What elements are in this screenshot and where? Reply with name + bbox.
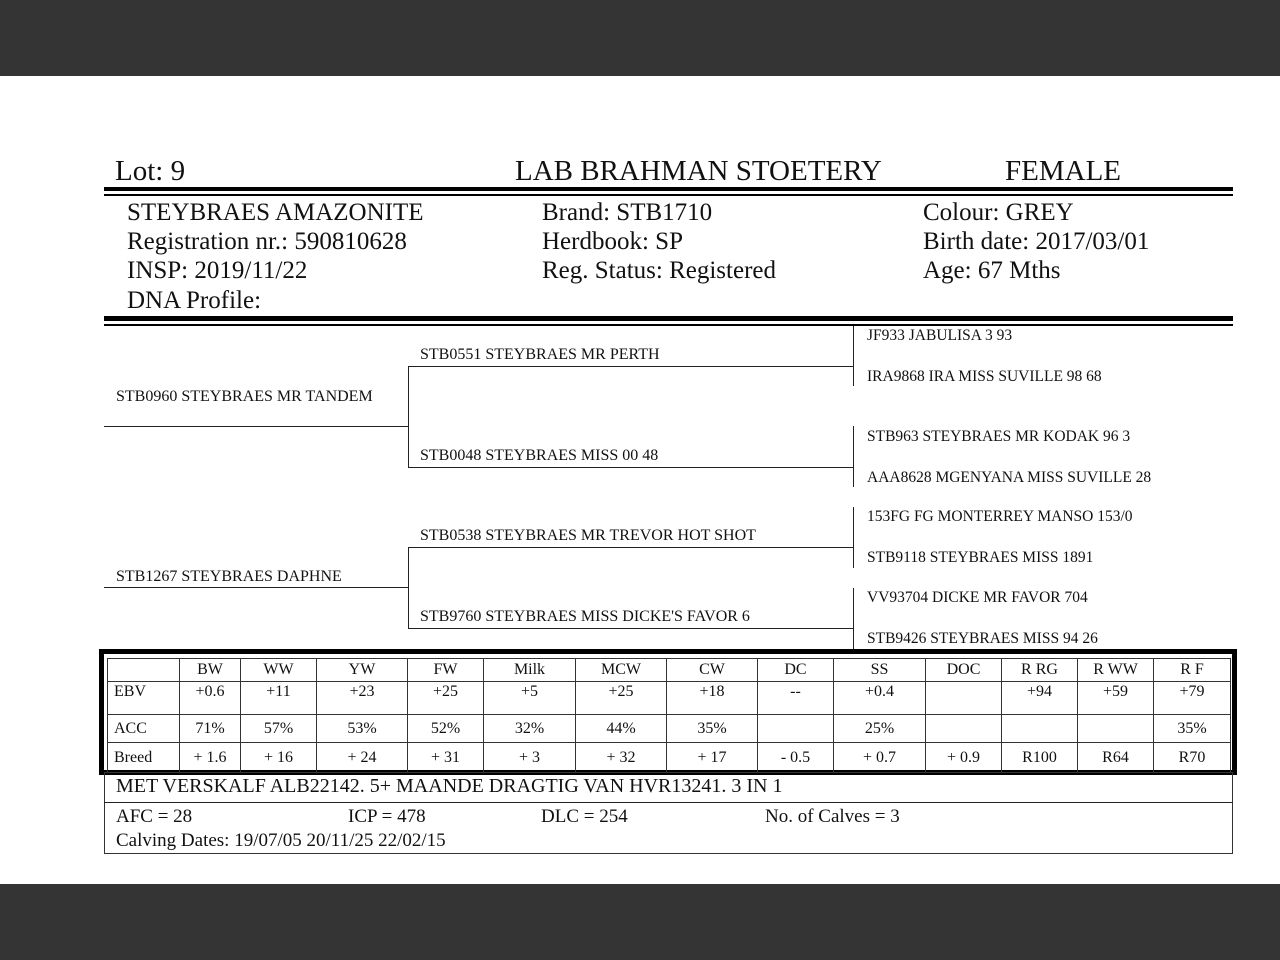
pedigree-sire-dam: STB0048 STEYBRAES MISS 00 48 [420, 447, 659, 464]
ebv-cell: +0.4 [834, 682, 926, 715]
ebv-header-cell: SS [834, 659, 926, 682]
header-rule-thick [104, 187, 1233, 191]
ebv-header-cell: YW [317, 659, 408, 682]
dam-underline [104, 587, 409, 588]
pedigree-gen3-item: AAA8628 MGENYANA MISS SUVILLE 28 [867, 469, 1152, 486]
acc-cell: 25% [834, 715, 926, 743]
pedigree-gen3-item: JF933 JABULISA 3 93 [867, 327, 1013, 344]
breed-cell: R70 [1154, 743, 1231, 773]
colour: Colour: GREY [923, 199, 1074, 226]
registration-number: Registration nr.: 590810628 [127, 228, 407, 255]
acc-cell [926, 715, 1002, 743]
pedigree-sire: STB0960 STEYBRAES MR TANDEM [116, 388, 373, 405]
breed-cell: + 17 [667, 743, 758, 773]
pedigree-dam-sire: STB0538 STEYBRAES MR TREVOR HOT SHOT [420, 527, 756, 544]
acc-cell: 44% [576, 715, 667, 743]
info-rule-thick [104, 316, 1233, 321]
ebv-header-cell: FW [408, 659, 484, 682]
sire-underline [104, 426, 409, 427]
ebv-cell: +0.6 [180, 682, 241, 715]
pedigree-dam-dam: STB9760 STEYBRAES MISS DICKE'S FAVOR 6 [420, 608, 750, 625]
ebv-header-cell: Milk [484, 659, 576, 682]
birth-date: Birth date: 2017/03/01 [923, 228, 1150, 255]
acc-cell [1002, 715, 1078, 743]
gen3-bracket-1 [853, 326, 854, 386]
top-dark-bar [0, 0, 1280, 76]
brand: Brand: STB1710 [542, 199, 713, 226]
acc-cell: 71% [180, 715, 241, 743]
acc-cell: 32% [484, 715, 576, 743]
breed-cell: + 3 [484, 743, 576, 773]
dam-sire-underline [408, 547, 854, 548]
ebv-header-cell [108, 659, 180, 682]
notes-divider [104, 802, 1233, 803]
number-of-calves: No. of Calves = 3 [765, 806, 900, 827]
ebv-cell: +94 [1002, 682, 1078, 715]
ebv-header-cell: R F [1154, 659, 1231, 682]
dam-bracket [408, 547, 409, 628]
breed-row-label: Breed [108, 743, 180, 773]
acc-cell: 53% [317, 715, 408, 743]
breed-cell: + 0.7 [834, 743, 926, 773]
ebv-header-cell: R WW [1078, 659, 1154, 682]
ebv-table [107, 658, 1231, 773]
acc-cell [1078, 715, 1154, 743]
ebv-header-row [108, 659, 1231, 682]
insp-date: INSP: 2019/11/22 [127, 257, 308, 284]
ebv-cell [926, 682, 1002, 715]
bottom-dark-bar [0, 884, 1280, 960]
breed-cell: + 1.6 [180, 743, 241, 773]
ebv-cell: +23 [317, 682, 408, 715]
herdbook: Herdbook: SP [542, 228, 683, 255]
breed-cell: + 0.9 [926, 743, 1002, 773]
header-rule-thin [104, 194, 1233, 196]
afc-value: AFC = 28 [116, 806, 193, 827]
ebv-cell: -- [758, 682, 834, 715]
animal-name: STEYBRAES AMAZONITE [127, 199, 424, 226]
breed-cell: + 32 [576, 743, 667, 773]
ebv-cell: +11 [241, 682, 317, 715]
ebv-row-label: EBV [108, 682, 180, 715]
breed-cell: + 31 [408, 743, 484, 773]
acc-cell [758, 715, 834, 743]
sire-sire-underline [408, 366, 854, 367]
breed-row [108, 743, 1231, 773]
pedigree-sire-sire: STB0551 STEYBRAES MR PERTH [420, 346, 660, 363]
sex-label: FEMALE [1005, 155, 1121, 187]
pedigree-dam: STB1267 STEYBRAES DAPHNE [116, 568, 342, 585]
ebv-header-cell: WW [241, 659, 317, 682]
acc-cell: 57% [241, 715, 317, 743]
ebv-cell: +25 [408, 682, 484, 715]
dlc-value: DLC = 254 [541, 806, 628, 827]
dna-profile: DNA Profile: [127, 287, 262, 314]
ebv-cell: +25 [576, 682, 667, 715]
pedigree-gen3-item: STB963 STEYBRAES MR KODAK 96 3 [867, 428, 1131, 445]
pedigree-gen3-item: 153FG FG MONTERREY MANSO 153/0 [867, 508, 1133, 525]
ebv-cell: +18 [667, 682, 758, 715]
registration-status: Reg. Status: Registered [542, 257, 776, 284]
acc-cell: 52% [408, 715, 484, 743]
gen3-bracket-4 [853, 588, 854, 649]
acc-row-label: ACC [108, 715, 180, 743]
pedigree-gen3-item: IRA9868 IRA MISS SUVILLE 98 68 [867, 368, 1102, 385]
sale-comment: MET VERSKALF ALB22142. 5+ MAANDE DRAGTIG VAN HVR13241. 3 IN 1 [116, 775, 783, 797]
pedigree-gen3-item: VV93704 DICKE MR FAVOR 704 [867, 589, 1088, 606]
breed-cell: + 24 [317, 743, 408, 773]
pedigree-gen3-item: STB9118 STEYBRAES MISS 1891 [867, 549, 1094, 566]
ebv-header-cell: BW [180, 659, 241, 682]
info-rule-thin [104, 324, 1233, 326]
dam-dam-underline [408, 628, 854, 629]
ebv-header-cell: R RG [1002, 659, 1078, 682]
breed-cell: R64 [1078, 743, 1154, 773]
acc-cell: 35% [667, 715, 758, 743]
ebv-header-cell: MCW [576, 659, 667, 682]
breed-cell: R100 [1002, 743, 1078, 773]
ebv-header-cell: DOC [926, 659, 1002, 682]
breeder-name: LAB BRAHMAN STOETERY [515, 155, 882, 187]
ebv-cell: +79 [1154, 682, 1231, 715]
ebv-table-frame [99, 649, 1237, 775]
lot-label: Lot: 9 [115, 155, 186, 187]
sire-bracket [408, 366, 409, 467]
age: Age: 67 Mths [923, 257, 1061, 284]
breed-cell: + 16 [241, 743, 317, 773]
acc-row [108, 715, 1231, 743]
ebv-cell: +59 [1078, 682, 1154, 715]
ebv-cell: +5 [484, 682, 576, 715]
calving-dates: Calving Dates: 19/07/05 20/11/25 22/02/15 [116, 830, 446, 851]
icp-value: ICP = 478 [348, 806, 426, 827]
sire-dam-underline [408, 467, 854, 468]
ebv-header-cell: CW [667, 659, 758, 682]
breed-cell: - 0.5 [758, 743, 834, 773]
pedigree-gen3-item: STB9426 STEYBRAES MISS 94 26 [867, 630, 1098, 647]
ebv-row [108, 682, 1231, 715]
ebv-header-cell: DC [758, 659, 834, 682]
gen3-bracket-2 [853, 426, 854, 487]
acc-cell: 35% [1154, 715, 1231, 743]
gen3-bracket-3 [853, 507, 854, 568]
